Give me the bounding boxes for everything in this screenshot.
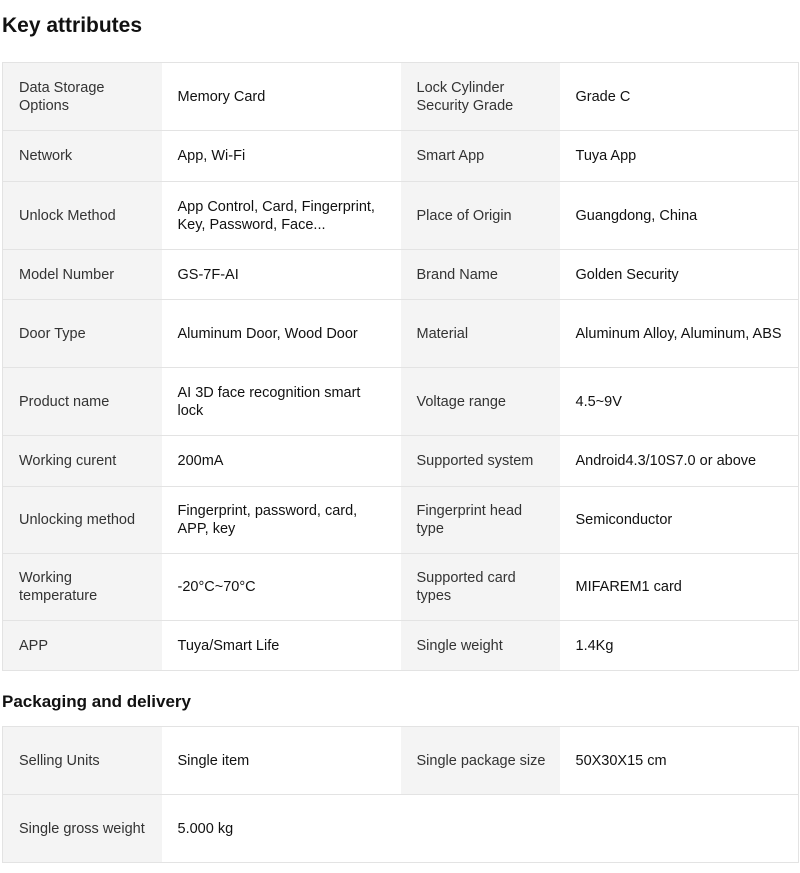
attribute-label: Material (401, 300, 560, 368)
empty-cell (560, 795, 799, 863)
attribute-value: 50X30X15 cm (560, 727, 799, 795)
table-row (3, 554, 799, 621)
attribute-value: MIFAREM1 card (560, 554, 799, 621)
attribute-label: Selling Units (3, 727, 162, 795)
attribute-value: App Control, Card, Fingerprint, Key, Password, Face... (162, 182, 401, 250)
table-row (3, 621, 799, 671)
table-row (3, 727, 799, 795)
attribute-label: Fingerprint head type (401, 487, 560, 554)
attribute-value: App, Wi-Fi (162, 131, 401, 182)
table-row (3, 182, 799, 250)
attribute-value: AI 3D face recognition smart lock (162, 368, 401, 436)
attribute-value: Single item (162, 727, 401, 795)
attribute-value: 5.000 kg (162, 795, 401, 863)
table-row (3, 63, 799, 131)
table-row (3, 368, 799, 436)
attribute-value: Android4.3/10S7.0 or above (560, 436, 799, 487)
attribute-label: Smart App (401, 131, 560, 182)
table-row (3, 250, 799, 300)
attribute-value: Golden Security (560, 250, 799, 300)
table-row (3, 131, 799, 182)
attribute-value: Grade C (560, 63, 799, 131)
attribute-label: Working temperature (3, 554, 162, 621)
attribute-label: Network (3, 131, 162, 182)
attribute-value: Aluminum Door, Wood Door (162, 300, 401, 368)
attribute-label: Single gross weight (3, 795, 162, 863)
attribute-label: Unlocking method (3, 487, 162, 554)
attribute-label: Voltage range (401, 368, 560, 436)
attribute-value: -20°C~70°C (162, 554, 401, 621)
attribute-label: Door Type (3, 300, 162, 368)
attribute-value: Fingerprint, password, card, APP, key (162, 487, 401, 554)
attribute-label: Brand Name (401, 250, 560, 300)
attribute-value: Memory Card (162, 63, 401, 131)
attribute-value: Tuya App (560, 131, 799, 182)
attribute-value: 1.4Kg (560, 621, 799, 671)
key-attributes-table (2, 62, 799, 671)
attribute-label: Product name (3, 368, 162, 436)
attribute-label: APP (3, 621, 162, 671)
table-row (3, 436, 799, 487)
attribute-label: Place of Origin (401, 182, 560, 250)
attribute-label: Supported card types (401, 554, 560, 621)
key-attributes-title: Key attributes (2, 14, 143, 37)
table-row (3, 300, 799, 368)
attribute-value: Semiconductor (560, 487, 799, 554)
attribute-label: Supported system (401, 436, 560, 487)
attribute-value: Aluminum Alloy, Aluminum, ABS (560, 300, 799, 368)
table-row (3, 487, 799, 554)
attribute-value: 200mA (162, 436, 401, 487)
attribute-value: 4.5~9V (560, 368, 799, 436)
attribute-label: Model Number (3, 250, 162, 300)
attribute-value: Tuya/Smart Life (162, 621, 401, 671)
packaging-title: Packaging and delivery (2, 692, 191, 711)
empty-cell (401, 795, 560, 863)
attribute-label: Working curent (3, 436, 162, 487)
attribute-label: Single weight (401, 621, 560, 671)
attribute-label: Data Storage Options (3, 63, 162, 131)
attribute-value: Guangdong, China (560, 182, 799, 250)
attribute-label: Lock Cylinder Security Grade (401, 63, 560, 131)
attribute-value: GS-7F-AI (162, 250, 401, 300)
table-row (3, 795, 799, 863)
packaging-table (2, 726, 799, 863)
attribute-label: Unlock Method (3, 182, 162, 250)
attribute-label: Single package size (401, 727, 560, 795)
